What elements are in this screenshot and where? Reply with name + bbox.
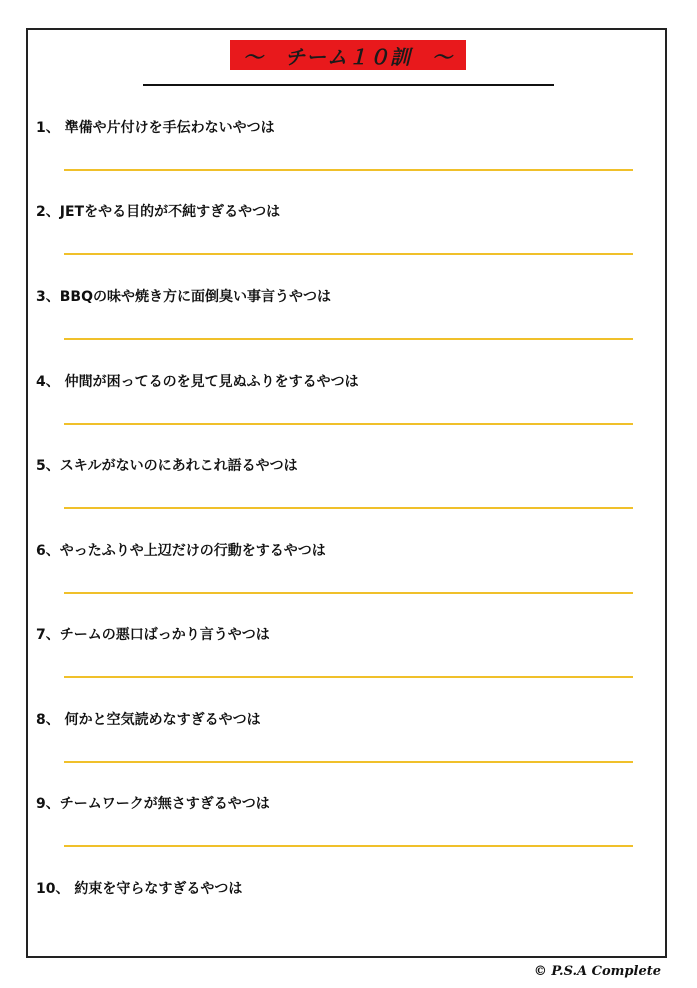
rule-7-heading: 7、チームの悪口ばっかり言うやつは [36, 627, 270, 643]
rule-6-divider [64, 592, 633, 594]
rule-5-divider [64, 507, 633, 509]
page-frame [26, 28, 667, 958]
rule-10-heading: 10、 約束を守らなすぎるやつは [36, 881, 243, 897]
page-title: 〜 チーム１０訓 〜 [230, 40, 466, 70]
rule-1-divider [64, 169, 633, 171]
rule-9-divider [64, 845, 633, 847]
rule-3-heading: 3、BBQの味や焼き方に面倒臭い事言うやつは [36, 289, 331, 305]
rule-2-divider [64, 253, 633, 255]
rule-3-divider [64, 338, 633, 340]
rule-5-heading: 5、スキルがないのにあれこれ語るやつは [36, 458, 298, 474]
rule-9-heading: 9、チームワークが無さすぎるやつは [36, 796, 270, 812]
rule-4-heading: 4、 仲間が困ってるのを見て見ぬふりをするやつは [36, 374, 359, 390]
rule-6-heading: 6、やったふりや上辺だけの行動をするやつは [36, 543, 326, 559]
rule-7-divider [64, 676, 633, 678]
title-underline [143, 84, 554, 86]
copyright-text: © P.S.A Complete [533, 964, 661, 979]
rule-1-heading: 1、 準備や片付けを手伝わないやつは [36, 120, 275, 136]
rule-4-divider [64, 423, 633, 425]
rule-2-heading: 2、JETをやる目的が不純すぎるやつは [36, 204, 281, 220]
rule-8-divider [64, 761, 633, 763]
rule-8-heading: 8、 何かと空気読めなすぎるやつは [36, 712, 261, 728]
